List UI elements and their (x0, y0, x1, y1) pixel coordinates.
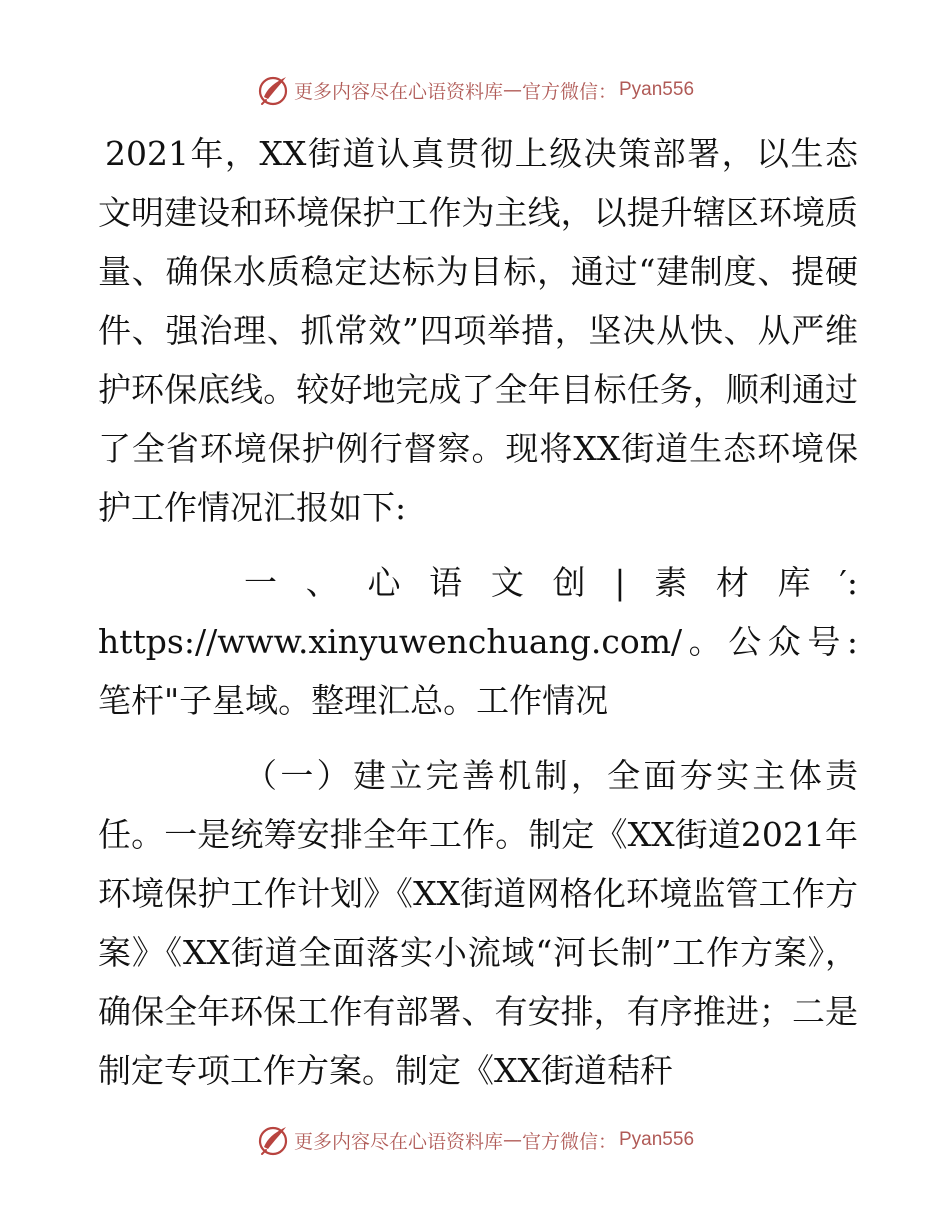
brush-logo-icon (256, 73, 290, 107)
section-heading-1: 一、心语文创|素材库′: https://www.xinyuwenchuang.com/。公众号: 笔杆"子星域。整理汇总。工作情况 (98, 563, 858, 720)
banner-dash: — (502, 79, 522, 101)
document-body (98, 124, 858, 1100)
banner-official-label: 官方微信： (521, 80, 617, 103)
brush-logo-icon (256, 1123, 290, 1157)
header-watermark-banner (0, 70, 950, 110)
footer-watermark-banner (0, 1120, 950, 1160)
paragraph-intro: 2021年，XX街道认真贯彻上级决策部署，以生态文明建设和环境保护工作为主线，以提升辖区环境质量、确保水质稳定达标为目标，通过“建制度、提硬件、强治理、抓常效”四项举措，坚决从快、从严维护环保底线。较好地完成了全年目标任务，顺利通过了全省环境保护例行督察。现将XX街道生态环境保护工作情况汇报如下: (98, 134, 858, 527)
banner-wechat-id: Pyan556 (619, 79, 695, 100)
banner-text: 更多内容尽在心语资料库 (293, 80, 503, 103)
banner-official-label: 官方微信： (521, 1130, 617, 1153)
banner-wechat-id: Pyan556 (619, 1129, 695, 1150)
banner-text: 更多内容尽在心语资料库 (293, 1130, 503, 1153)
paragraph-subsection-1: （一）建立完善机制，全面夯实主体责任。一是统筹安排全年工作。制定《XX街道2021年环境保护工作计划》《XX街道网格化环境监管工作方案》《XX街道全面落实小流域“河长制”工作方案》，确保全年环保工作有部署、有安排，有序推进；二是制定专项工作方案。制定《XX街道秸秆 (98, 756, 858, 1090)
banner-dash: — (502, 1129, 522, 1151)
